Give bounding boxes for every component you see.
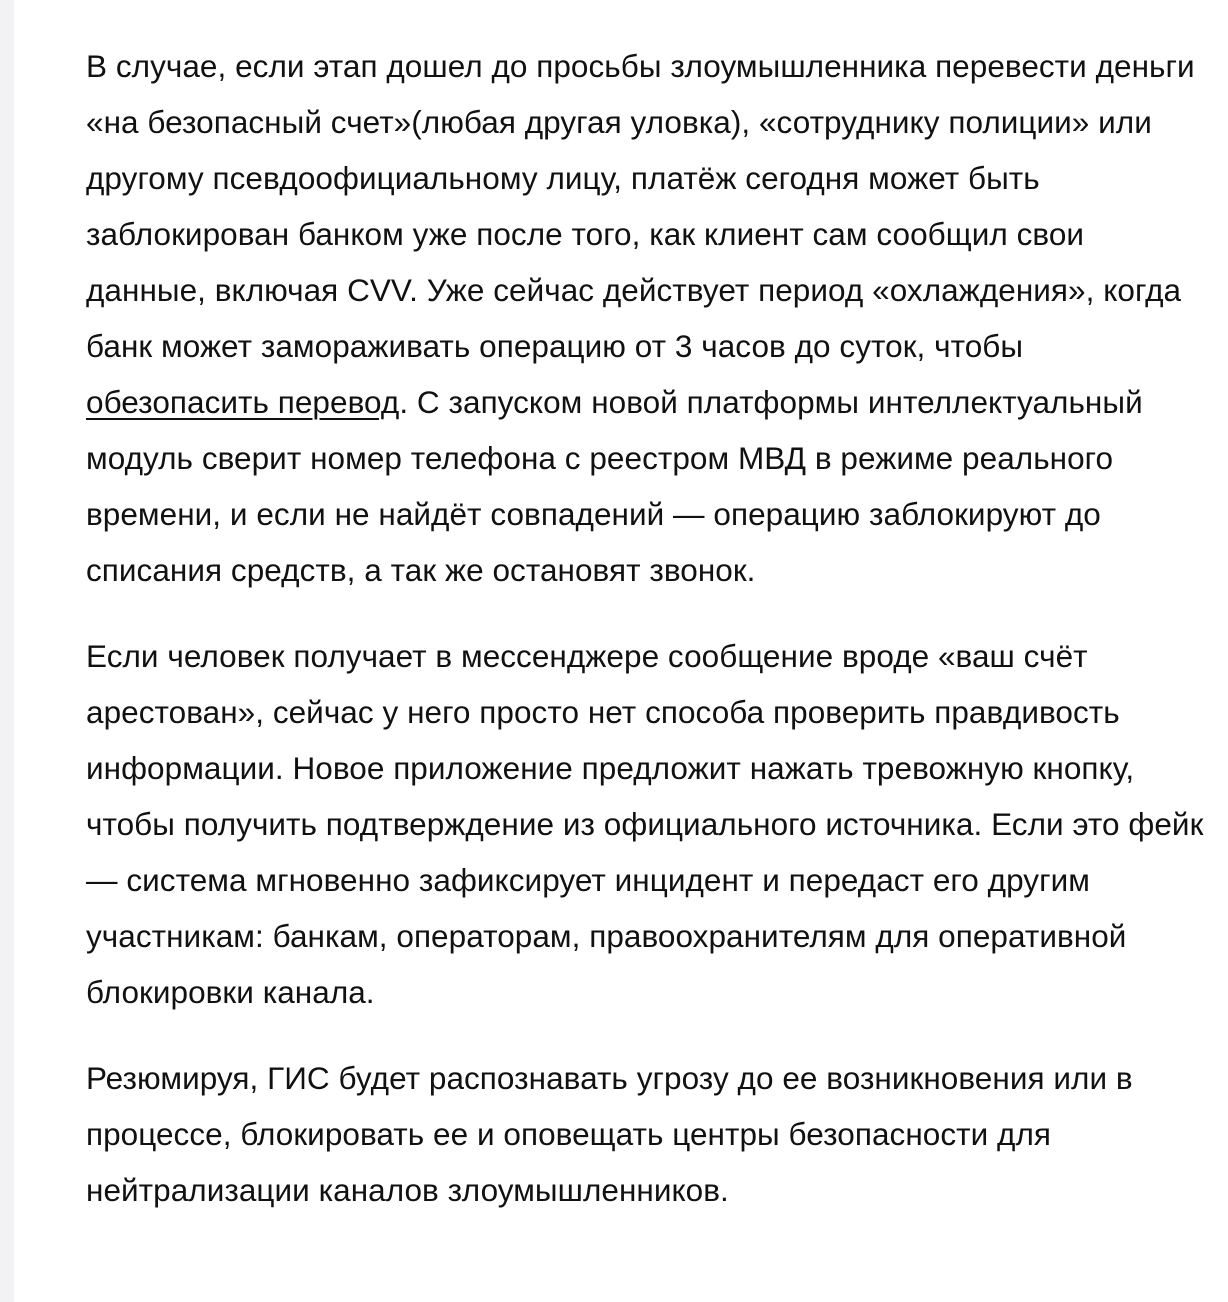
article-body — [86, 38, 1206, 1248]
paragraph-1-text-after-link: . С запуском новой платформы интеллектуальный модуль сверит номер телефона с реестром МВД в режиме реального времени, и если не найдёт совпадений — операцию заблокируют до списания средств, а так же остановят звонок. — [86, 384, 1143, 588]
article-paragraph-2: Если человек получает в мессенджере сообщение вроде «ваш счёт арестован», сейчас у него просто нет способа проверить правдивость информации. Новое приложение предложит нажать тревожную кнопку, чтобы получить подтверждение из официального источника. Если это фейк — система мгновенно зафиксирует инцидент и передаст его другим участникам: банкам, операторам, правоохранителям для оперативной блокировки канала. — [86, 638, 1204, 1010]
paragraph-1-text-before-link: В случае, если этап дошел до просьбы злоумышленника перевести деньги «на безопасный счет»(любая другая уловка), «сотруднику полиции» или другому псевдоофициальному лицу, платёж сегодня может быть заблокирован банком уже после того, как клиент сам сообщил свои данные, включая CVV. Уже сейчас действует период «охлаждения», когда банк может замораживать операцию от 3 часов до суток, чтобы — [86, 48, 1195, 364]
article-paragraph-3: Резюмируя, ГИС будет распознавать угрозу до ее возникновения или в процессе, блокировать ее и оповещать центры безопасности для нейтрализации каналов злоумышленников. — [86, 1060, 1133, 1208]
secure-transfer-link[interactable]: обезопасить перевод — [86, 384, 400, 420]
article-paragraph-1 — [86, 38, 1206, 598]
page-background — [14, 0, 1228, 1302]
